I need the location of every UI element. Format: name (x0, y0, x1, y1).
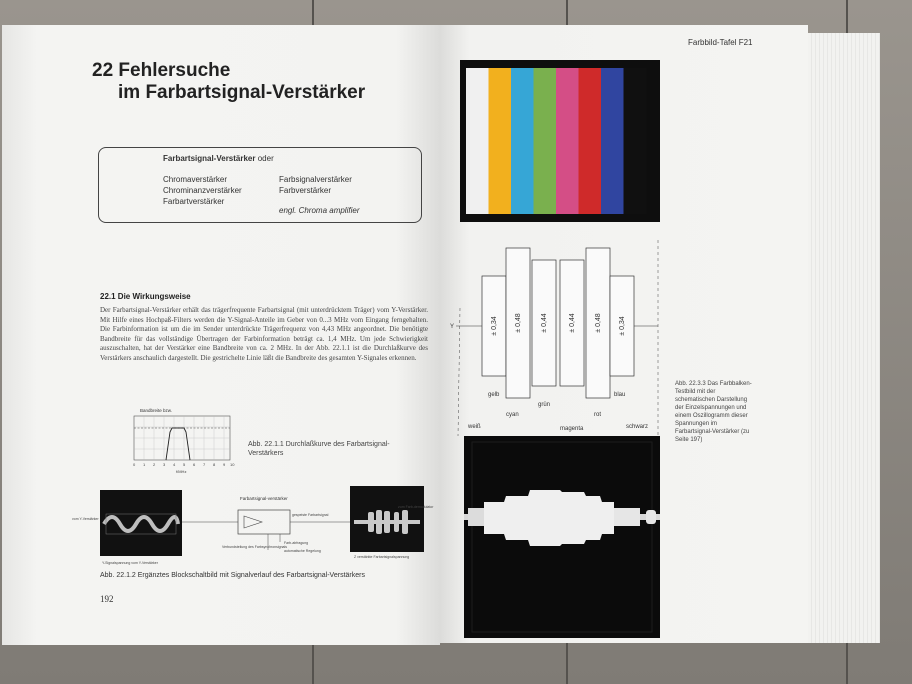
synonym-box (98, 147, 422, 223)
body-text: Der Farbartsignal-Verstärker erhält das trägerfrequente Farbartsignal (mit unterdrücktem Träger) vom Y-Verstärker. Mit Hilfe eines Hochpaß-Filters werden die Y-Signal-Anteile im Geber von 0...3 MHz vom Eingang ferngehalten. Die Farbinformation ist um die im Sender unterdrückte Trägerfrequenz von 4,43 MHz angeordnet. Die benötigte Bandbreite für das vollständige Übertragen der Farbinformation beträgt ca. 1,4 MHz. Um jede Schwierigkeit auszuschalten, hat der Verstärker eine Bandbreite von ca. 2 MHz. In der Abb. 22.1.1 ist die Durchlaßkurve des Verstärkers anschaulich dargestellt. Die gestrichelte Linie läßt die Bandbreite des gesamten Y-Signales erkennen. (100, 306, 428, 362)
voltage-value: ± 0,34 (619, 316, 626, 336)
voltage-value: ± 0,34 (491, 316, 498, 336)
color-bar (534, 68, 557, 214)
svg-text:10: 10 (230, 462, 235, 467)
page-number: 192 (100, 594, 114, 604)
label-blau: blau (614, 392, 626, 398)
color-bar-testimage (460, 60, 660, 222)
voltage-value: ± 0,48 (595, 313, 602, 333)
passband-curve (166, 428, 190, 460)
color-bar (489, 68, 512, 214)
synonym-col2 (279, 174, 352, 196)
synonym-item: Farbartverstärker (163, 197, 225, 206)
section-heading: 22.1 Die Wirkungsweise (100, 292, 191, 301)
passband-xlabel: f/MHz (176, 469, 187, 474)
block-input-label: vom Y-Verstärker (72, 517, 99, 521)
synonym-item: Farbsignalverstärker (279, 175, 352, 184)
voltage-value: ± 0,48 (515, 313, 522, 333)
chapter-title (92, 60, 365, 104)
label-weiss: weiß (468, 424, 481, 430)
synonym-item: Chromaverstärker (163, 175, 228, 184)
chapter-title-line1: 22 Fehlersuche (92, 60, 231, 81)
color-bar (601, 68, 624, 214)
osc-left-caption: Y-Signalspannung vom Y-Verstärker (102, 561, 158, 565)
synonym-title (163, 154, 274, 163)
color-bar (579, 68, 602, 214)
color-bar (511, 68, 534, 214)
amplifier-block (238, 510, 290, 534)
voltage-bars (482, 248, 634, 398)
amplifier-block-label: Farbartsignal-verstärker (240, 496, 288, 501)
figure-caption-22-1-1: Abb. 22.1.1 Durchlaßkurve des Farbartsignal-Verstärkers (248, 441, 390, 457)
figure-caption-22-3-3: Abb. 22.3.3 Das Farbbalken-Testbild mit der schematischen Darstellung der Einzelspannungen und einem Oszillogramm dieser Spannungen im Farbartsignal-Verstärker (zu Seite 197) (675, 381, 752, 443)
synonym-english: engl. Chroma amplifier (279, 206, 360, 215)
block-note: automatische Regelung (284, 549, 321, 553)
input-label: Y (450, 324, 455, 330)
osc-right-caption: Z verstärkte Farbartsignalspannung (354, 555, 410, 559)
label-gelb: gelb (488, 392, 500, 398)
block-output-label: zum Farb-demodulator (398, 505, 434, 509)
label-schwarz: schwarz (626, 424, 649, 430)
svg-text:8: 8 (213, 462, 216, 467)
voltage-value: ± 0,44 (541, 313, 548, 333)
svg-text:6: 6 (193, 462, 196, 467)
svg-text:3: 3 (163, 462, 166, 467)
page-edges (808, 33, 880, 643)
synonym-title-text: Farbartsignal-Verstärker (163, 154, 256, 163)
svg-text:1: 1 (143, 462, 146, 467)
plate-header: Farbbild-Tafel F21 (688, 38, 753, 47)
svg-text:5: 5 (183, 462, 186, 467)
figure-caption-22-1-2: Abb. 22.1.2 Ergänztes Blockschaltbild mit Signalverlauf des Farbartsignal-Verstärkers (100, 572, 365, 579)
passband-ticks (133, 462, 235, 467)
svg-text:0: 0 (133, 462, 136, 467)
color-bar (466, 68, 489, 214)
label-gruen: grün (538, 402, 551, 408)
passband-label: Bandbreite bzw. (140, 408, 173, 413)
synonym-title-suffix: oder (257, 154, 274, 163)
passband-grid (134, 416, 230, 460)
block-diagram-figure (72, 484, 434, 570)
voltage-value: ± 0,44 (569, 313, 576, 333)
synonym-item: Farbverstärker (279, 186, 332, 195)
synonym-item: Chrominanzverstärker (163, 186, 242, 195)
color-bars (466, 68, 647, 214)
synonym-col1 (163, 174, 242, 207)
block-note: gespeiste Farbartsignal (292, 513, 329, 517)
label-magenta: magenta (560, 426, 584, 432)
oscillogram-photo (464, 436, 660, 638)
svg-text:9: 9 (223, 462, 226, 467)
label-cyan: cyan (506, 412, 519, 418)
color-bar (556, 68, 579, 214)
svg-text:7: 7 (203, 462, 206, 467)
chapter-title-line2: im Farbartsignal-Verstärker (118, 82, 366, 103)
block-note: Farb-abfragung (284, 541, 309, 545)
color-bar (624, 68, 647, 214)
block-note: Verbundsteilung des Farbsynchronsignals (222, 545, 287, 549)
label-rot: rot (594, 412, 602, 418)
svg-text:4: 4 (173, 462, 176, 467)
svg-text:2: 2 (153, 462, 156, 467)
color-name-labels (467, 392, 648, 432)
passband-figure (126, 406, 238, 474)
voltage-schematic (448, 240, 664, 436)
